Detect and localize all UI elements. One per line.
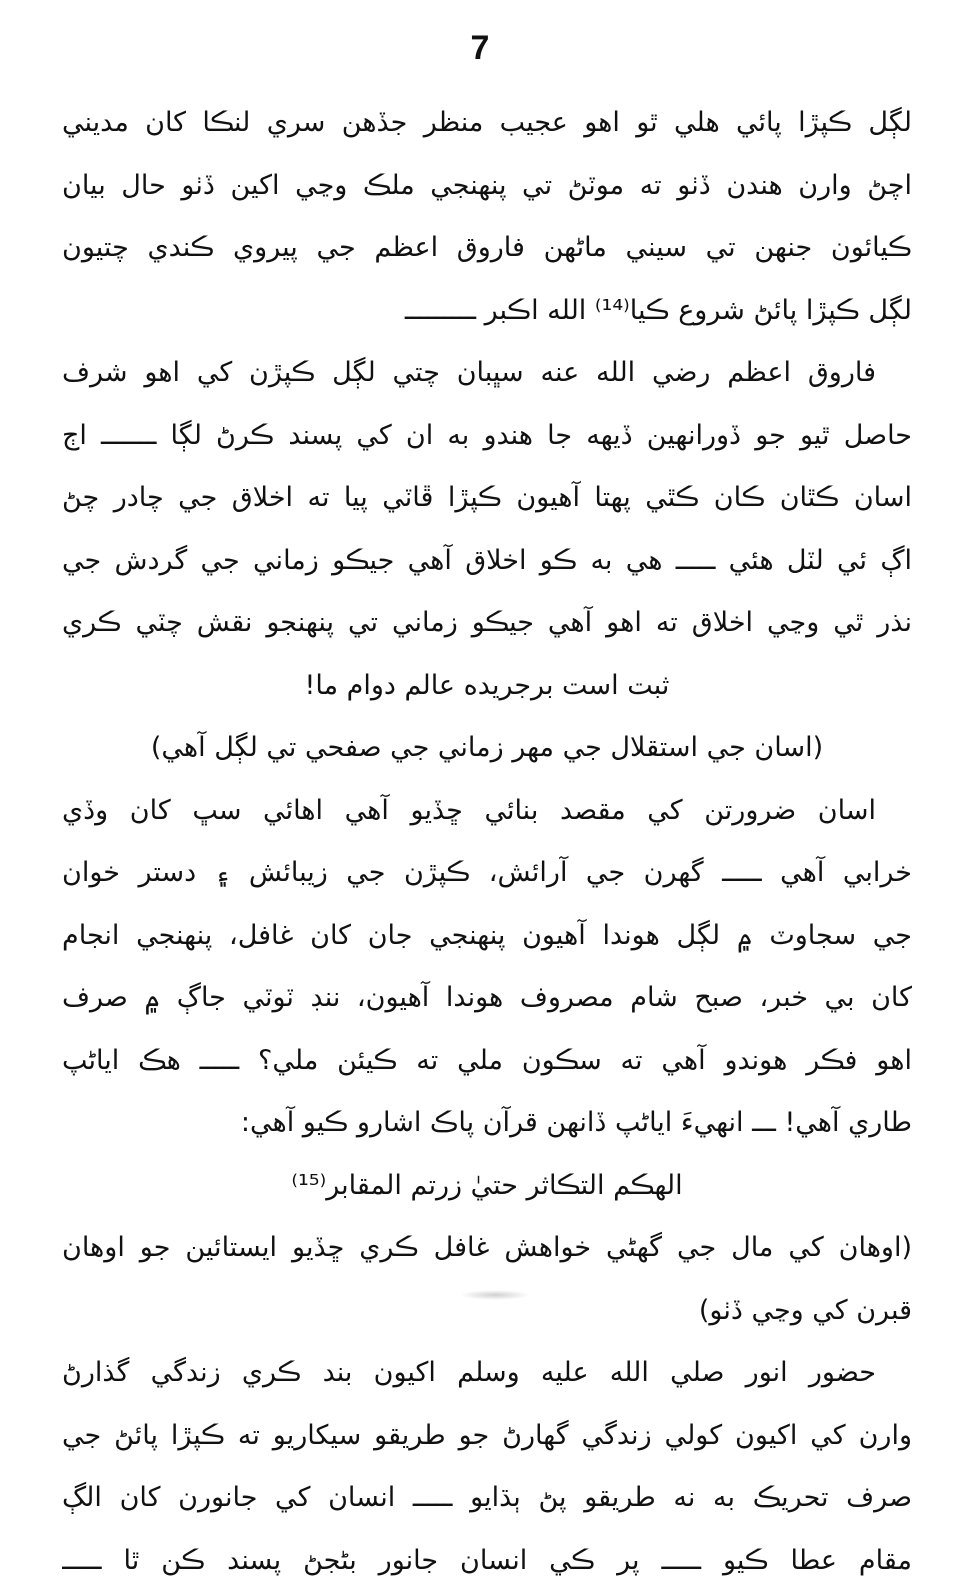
text-line: حاصل ٿيو جو ڏورانهين ڏيهه جا هندو به ان کي پسند ڪرڻ لڳا ـــــــ اڄ xyxy=(62,419,912,451)
persian-verse: ثبت است برجريده عالم دوام ما! xyxy=(304,669,670,701)
text-line: اسان ضرورتن کي مقصد بنائي ڇڏيو آهي اهائي سڀ کان وڏي xyxy=(62,794,876,826)
text-line: ڪيائون جنهن تي سيني ماڻهن فاروق اعظم جي پيروي ڪندي چتيون xyxy=(62,232,912,263)
text-line: اهو فڪر هوندو آهي ته سڪون ملي ته ڪيئن ملي؟ ـــــ هڪ اياڻپ xyxy=(62,1044,912,1076)
text-line: مقام عطا ڪيو ـــــ پر ڪي انسان جانور بڻجڻ پسند ڪن ٿا ـــــ xyxy=(62,1544,912,1576)
text-line: لڳل ڪپڙا پائڻ شروع ڪيا⁽¹⁴⁾ الله اڪبر ـــــــــ xyxy=(404,294,912,326)
quran-verse: الهڪم التڪاثر حتيٰ زرتم المقابر⁽¹⁵⁾ xyxy=(291,1169,683,1201)
verse-translation: (اوهان کي مال جي گهڻي خواهش غافل ڪري ڇڏيو ايستائين جو اوهان xyxy=(62,1232,912,1263)
text-line: نذر ٿي وڃي اخلاق ته اهو آهي جيڪو زماني تي پنهنجو نقش چٽي ڪري xyxy=(62,607,912,638)
text-line: اڳ ئي لٽل هئي ـــــ هي به ڪو اخلاق آهي جيڪو زماني جي گردش جي xyxy=(62,544,912,576)
text-line: لڳل ڪپڙا پائي هلي ٿو اهو عجيب منظر جڏهن سري لنڪا کان مديني xyxy=(62,107,912,138)
text-line: فاروق اعظم رضي الله عنه سڀبان چتي لڳل ڪپڙن کي اهو شرف xyxy=(62,357,876,388)
text-line: طاري آهي! ـــ انهيءَ اياڻپ ڏانهن قرآن پاڪ اشارو ڪيو آهي: xyxy=(240,1107,912,1138)
text-line: جي سجاوٽ ۾ لڳل هوندا آهيون پنهنجي جان کان غافل، پنهنجي انجام xyxy=(62,919,912,951)
text-line: اسان ڪٿان ڪان ڪٿي پهتا آهيون ڪپڙا ڦاٽي پيا ته اخلاق جي چادر چڻ xyxy=(62,482,912,513)
text-line: صرف تحريڪ به نه طريقو پڻ ٻڌايو ـــــ انسان کي جانورن کان الڳ xyxy=(62,1482,912,1513)
page-number: 7 xyxy=(470,29,490,67)
text-line: خرابي آهي ـــــ گهرن جي آرائش، ڪپڙن جي زيبائش ۽ دستر خوان xyxy=(62,857,912,888)
text-line: حضور انور صلي الله عليه وسلم اکيون بند ڪري زندگي گذارڻ xyxy=(62,1357,876,1388)
verse-translation: (اسان جي استقلال جي مهر زماني جي صفحي تي لڳل آهي) xyxy=(150,732,824,763)
text-line: اچڻ وارن هندن ڏٺو ته موٽڻ تي پنهنجي ملڪ وڃي اکين ڏٺو حال بيان xyxy=(62,169,912,201)
text-line: وارن کي اکيون کولي زندگي گهارڻ جو طريقو سيکاريو ته ڪپڙا پائڻ جي xyxy=(62,1419,912,1451)
text-line: قبرن کي وڃي ڏٺو) xyxy=(698,1294,912,1326)
text-line: کان بي خبر، صبح شام مصروف هوندا آهيون، ننڊ ٽوٽي جاڳ ۾ صرف xyxy=(62,982,912,1013)
body-text xyxy=(62,92,912,1592)
scan-artifact xyxy=(460,1290,530,1300)
